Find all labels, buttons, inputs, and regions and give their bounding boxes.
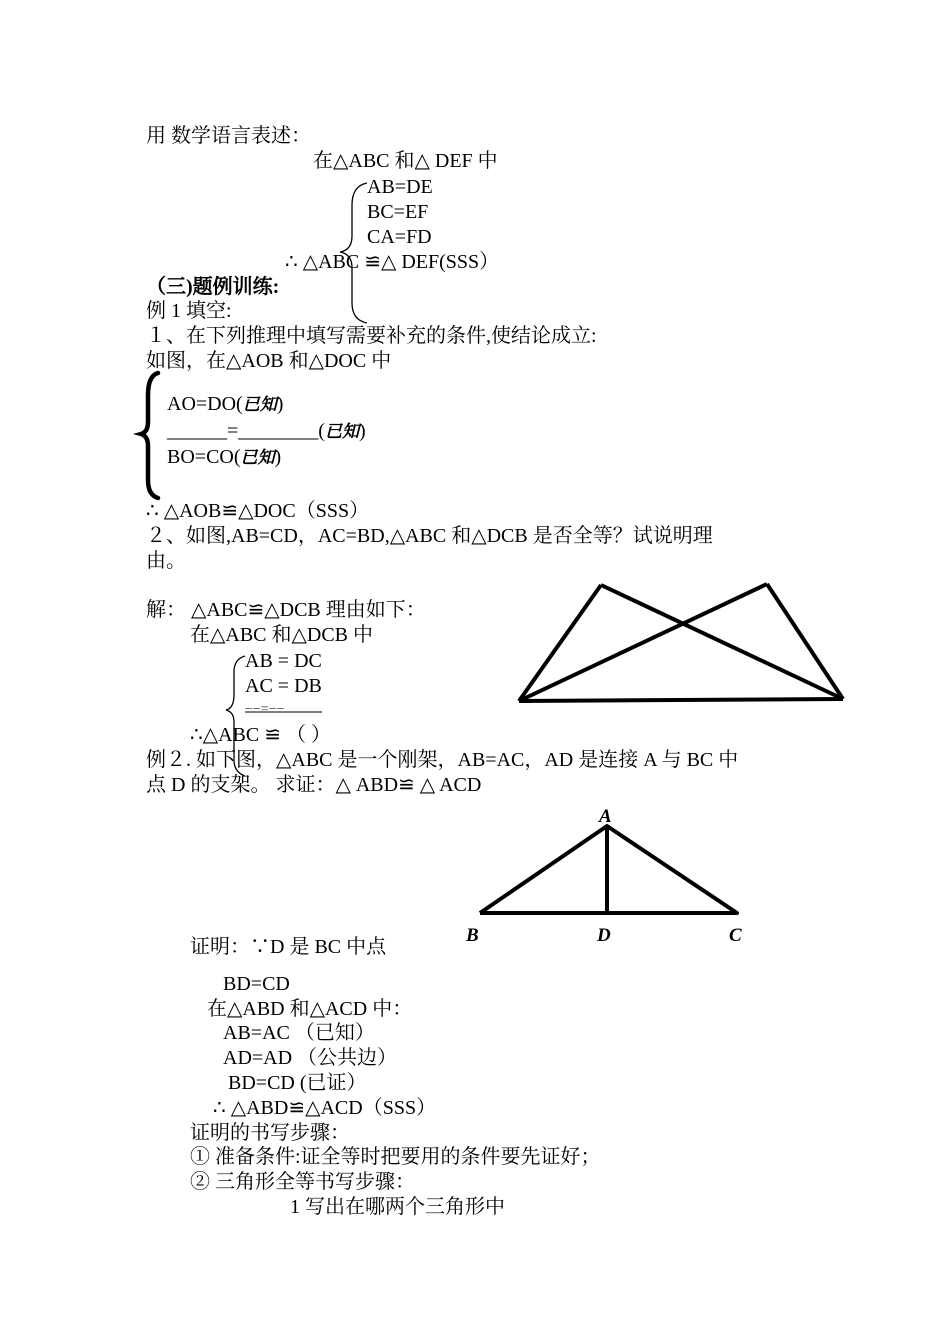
q1-condition-1: AO=DO(已知)	[167, 393, 284, 415]
label-a: A	[599, 806, 612, 827]
sss-conclusion: ∴ △ABC ≌△ DEF(SSS）	[285, 251, 500, 273]
proof-line3: 在△ABD 和△ACD 中：	[207, 998, 413, 1020]
solution-line1: 解： △ABC≌△DCB 理由如下：	[146, 599, 426, 621]
in-triangles-text: 在△ABC 和△ DEF 中	[313, 150, 498, 172]
proof-line7: ∴ △ABD≌△ACD（SSS）	[213, 1097, 437, 1119]
proof-line9: ① 准备条件:证全等时把要用的条件要先证好；	[190, 1146, 601, 1168]
question2-line2: 由。	[146, 550, 186, 572]
section-heading: （三)题例训练:	[146, 276, 280, 298]
example1-title: 例 1 填空:	[146, 300, 232, 322]
solution-cond3-blank: −−=−−	[245, 702, 285, 717]
proof-line2: BD=CD	[223, 973, 290, 995]
question1-figure-text: 如图，在△AOB 和△DOC 中	[146, 350, 392, 372]
q1-condition-3: BO=CO(已知)	[167, 446, 282, 468]
condition-bc-ef: BC=EF	[367, 201, 429, 223]
solution-cond1: AB = DC	[245, 650, 322, 672]
proof-line1: 证明：∵D 是 BC 中点	[190, 936, 387, 958]
intro-text: 用 数学语言表述：	[146, 125, 311, 147]
label-d: D	[597, 925, 611, 946]
proof-line6: BD=CD (已证）	[228, 1072, 367, 1094]
proof-line5: AD=AD （公共边）	[223, 1047, 398, 1069]
crossing-triangles-figure	[519, 584, 843, 701]
condition-ab-de: AB=DE	[367, 176, 433, 198]
solution-conclusion: ∴△ABC ≌ （ ）	[190, 724, 331, 746]
segment-diagonal-1	[519, 584, 767, 701]
solution-cond2: AC = DB	[245, 675, 322, 697]
brace-solution	[226, 656, 245, 776]
known-note: 已知	[324, 422, 359, 442]
brace-section1	[340, 183, 367, 323]
label-c: C	[729, 925, 742, 946]
example2-line2: 点 D 的支架。 求证：△ ABD≌ △ ACD	[146, 774, 482, 796]
proof-line10: ② 三角形全等书写步骤：	[190, 1171, 415, 1193]
proof-line11: 1 写出在哪两个三角形中	[290, 1196, 505, 1218]
solution-line2: 在△ABC 和△DCB 中	[190, 624, 374, 646]
known-note: 已知	[240, 448, 275, 468]
question1-text: １、在下列推理中填写需要补充的条件,使结论成立:	[146, 325, 597, 347]
brace-question1	[141, 373, 158, 498]
question2-line1: ２、如图,AB=CD，AC=BD,△ABC 和△DCB 是否全等？试说明理	[146, 525, 713, 547]
proof-line4: AB=AC （已知）	[223, 1022, 375, 1044]
known-note: 已知	[242, 395, 277, 415]
label-b: B	[466, 925, 479, 946]
q1-condition-2-blank: ______=________(已知)	[167, 420, 366, 442]
example2-line1: 例２. 如下图，△ABC 是一个刚架，AB=AC，AD 是连接 A 与 BC 中	[146, 749, 739, 771]
segment-base	[519, 699, 843, 701]
q1-conclusion: ∴ △AOB≌△DOC（SSS）	[146, 500, 370, 522]
proof-line8: 证明的书写步骤：	[190, 1122, 350, 1144]
triangle-abd-acd-figure	[480, 826, 737, 913]
condition-ca-fd: CA=FD	[367, 226, 432, 248]
